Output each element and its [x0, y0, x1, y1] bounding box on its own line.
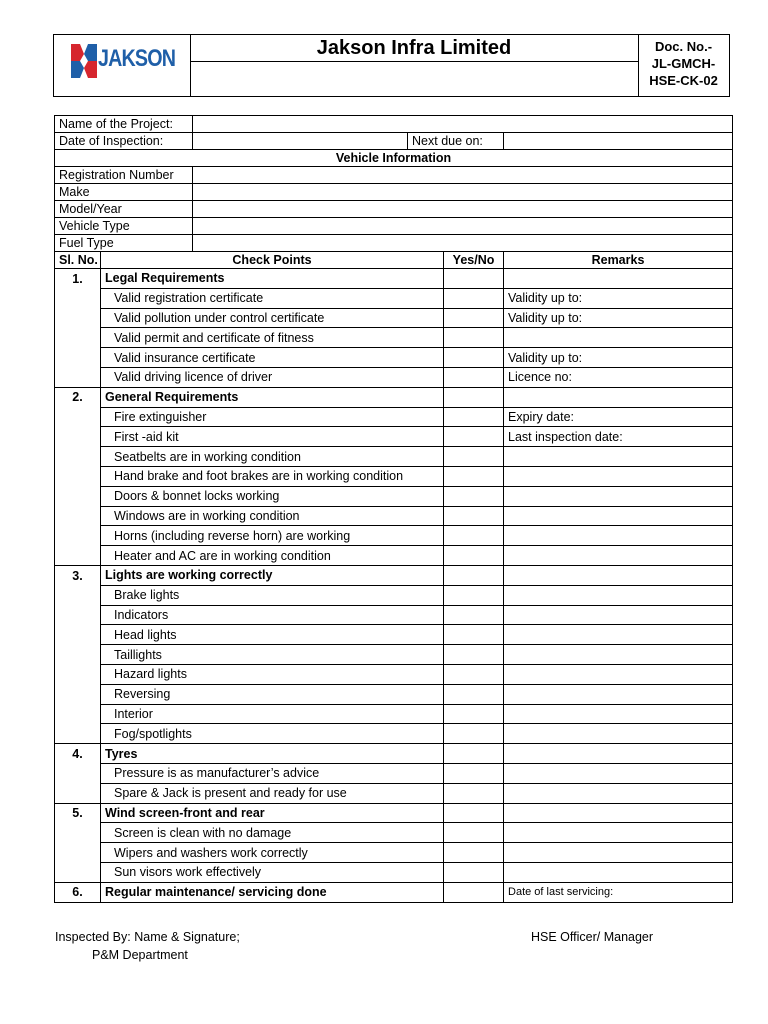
yesno-cell[interactable] — [444, 664, 504, 684]
remarks-cell[interactable] — [504, 823, 733, 843]
section-title: Tyres — [101, 744, 444, 764]
remarks-cell[interactable]: Date of last servicing: — [504, 882, 733, 902]
section-number-spacer — [55, 328, 101, 348]
yesno-cell[interactable] — [444, 367, 504, 387]
check-point: Valid pollution under control certificate — [101, 308, 444, 328]
section-number: 1. — [55, 269, 101, 289]
doc-no-label: Doc. No.- — [654, 39, 713, 54]
check-point: Hand brake and foot brakes are in working condition — [101, 466, 444, 486]
inspection-date-label: Date of Inspection: — [55, 133, 193, 150]
doc-no-line2: JL-GMCH- — [651, 56, 716, 71]
remarks-cell[interactable] — [504, 783, 733, 803]
check-point: Sun visors work effectively — [101, 862, 444, 882]
section-number-spacer — [55, 447, 101, 467]
remarks-cell[interactable] — [504, 605, 733, 625]
remarks-cell[interactable] — [504, 526, 733, 546]
section-number: 4. — [55, 744, 101, 764]
yesno-cell[interactable] — [444, 625, 504, 645]
check-point: Pressure is as manufacturer’s advice — [101, 763, 444, 783]
yesno-cell[interactable] — [444, 882, 504, 902]
check-point: Head lights — [101, 625, 444, 645]
section-number-spacer — [55, 585, 101, 605]
check-point: Seatbelts are in working condition — [101, 447, 444, 467]
check-point: Reversing — [101, 684, 444, 704]
title-cell — [190, 35, 639, 96]
check-point: Doors & bonnet locks working — [101, 486, 444, 506]
vehicle-field-label: Vehicle Type — [55, 218, 193, 235]
col-header-yesno: Yes/No — [444, 252, 504, 269]
section-number-spacer — [55, 308, 101, 328]
section-number-spacer — [55, 407, 101, 427]
yesno-cell[interactable] — [444, 565, 504, 585]
yesno-cell[interactable] — [444, 605, 504, 625]
section-number-spacer — [55, 466, 101, 486]
yesno-cell[interactable] — [444, 783, 504, 803]
section-number-spacer — [55, 427, 101, 447]
yesno-cell[interactable] — [444, 447, 504, 467]
department-label: P&M Department — [92, 948, 188, 962]
yesno-cell[interactable] — [444, 763, 504, 783]
section-number-spacer — [55, 724, 101, 744]
check-point: Hazard lights — [101, 664, 444, 684]
next-due-field[interactable] — [504, 133, 733, 150]
yesno-cell[interactable] — [444, 328, 504, 348]
section-number-spacer — [55, 486, 101, 506]
check-point: Fire extinguisher — [101, 407, 444, 427]
section-number: 2. — [55, 387, 101, 407]
yesno-cell[interactable] — [444, 407, 504, 427]
vehicle-field-label: Make — [55, 184, 193, 201]
inspection-checklist-table — [54, 115, 733, 903]
check-point: Valid permit and certificate of fitness — [101, 328, 444, 348]
remarks-cell[interactable] — [504, 684, 733, 704]
check-point: Screen is clean with no damage — [101, 823, 444, 843]
section-title: Regular maintenance/ servicing done — [101, 882, 444, 902]
remarks-cell[interactable]: Validity up to: — [504, 348, 733, 368]
section-number-spacer — [55, 862, 101, 882]
remarks-cell[interactable] — [504, 744, 733, 764]
check-point: Interior — [101, 704, 444, 724]
yesno-cell[interactable] — [444, 744, 504, 764]
remarks-cell[interactable] — [504, 862, 733, 882]
logo-cell — [54, 35, 191, 96]
yesno-cell[interactable] — [444, 308, 504, 328]
remarks-cell[interactable]: Last inspection date: — [504, 427, 733, 447]
section-number-spacer — [55, 367, 101, 387]
check-point: Indicators — [101, 605, 444, 625]
yesno-cell[interactable] — [444, 269, 504, 289]
remarks-cell[interactable] — [504, 565, 733, 585]
section-number-spacer — [55, 546, 101, 566]
col-header-remarks: Remarks — [504, 252, 733, 269]
section-title: Legal Requirements — [101, 269, 444, 289]
remarks-cell[interactable] — [504, 664, 733, 684]
vehicle-info-title: Vehicle Information — [55, 150, 733, 167]
check-point: Valid registration certificate — [101, 288, 444, 308]
section-number-spacer — [55, 783, 101, 803]
remarks-cell[interactable] — [504, 269, 733, 289]
yesno-cell[interactable] — [444, 466, 504, 486]
remarks-cell[interactable] — [504, 803, 733, 823]
doc-no-line3: HSE-CK-02 — [649, 73, 718, 88]
section-number-spacer — [55, 763, 101, 783]
check-point: Windows are in working condition — [101, 506, 444, 526]
jakson-logo-icon — [71, 44, 97, 78]
section-number: 5. — [55, 803, 101, 823]
remarks-cell[interactable] — [504, 763, 733, 783]
check-point: Fog/spotlights — [101, 724, 444, 744]
next-due-label: Next due on: — [408, 133, 504, 150]
remarks-cell[interactable]: Validity up to: — [504, 308, 733, 328]
yesno-cell[interactable] — [444, 843, 504, 863]
remarks-cell[interactable] — [504, 704, 733, 724]
yesno-cell[interactable] — [444, 526, 504, 546]
section-number-spacer — [55, 684, 101, 704]
section-number-spacer — [55, 704, 101, 724]
section-title: Lights are working correctly — [101, 565, 444, 585]
section-number-spacer — [55, 605, 101, 625]
remarks-cell[interactable]: Expiry date: — [504, 407, 733, 427]
check-point: Heater and AC are in working condition — [101, 546, 444, 566]
section-number-spacer — [55, 664, 101, 684]
check-point: Wipers and washers work correctly — [101, 843, 444, 863]
check-point: Horns (including reverse horn) are working — [101, 526, 444, 546]
yesno-cell[interactable] — [444, 546, 504, 566]
remarks-cell[interactable] — [504, 585, 733, 605]
remarks-cell[interactable] — [504, 447, 733, 467]
vehicle-field-value[interactable] — [193, 167, 733, 184]
col-header-check: Check Points — [101, 252, 444, 269]
remarks-cell[interactable] — [504, 506, 733, 526]
vehicle-field-value[interactable] — [193, 218, 733, 235]
check-point: Spare & Jack is present and ready for use — [101, 783, 444, 803]
section-number-spacer — [55, 506, 101, 526]
check-point: Valid driving licence of driver — [101, 367, 444, 387]
section-number-spacer — [55, 625, 101, 645]
yesno-cell[interactable] — [444, 288, 504, 308]
remarks-cell[interactable]: Licence no: — [504, 367, 733, 387]
vehicle-field-value[interactable] — [193, 235, 733, 252]
yesno-cell[interactable] — [444, 387, 504, 407]
check-point: First -aid kit — [101, 427, 444, 447]
remarks-cell[interactable] — [504, 486, 733, 506]
section-title: Wind screen-front and rear — [101, 803, 444, 823]
yesno-cell[interactable] — [444, 427, 504, 447]
section-number: 3. — [55, 565, 101, 585]
remarks-cell[interactable] — [504, 625, 733, 645]
vehicle-field-value[interactable] — [193, 201, 733, 218]
remarks-cell[interactable]: Validity up to: — [504, 288, 733, 308]
hse-officer-label: HSE Officer/ Manager — [531, 930, 654, 944]
inspected-by-label: Inspected By: Name & Signature; — [55, 930, 240, 944]
remarks-cell[interactable] — [504, 466, 733, 486]
project-label: Name of the Project: — [55, 116, 193, 133]
project-field[interactable] — [193, 116, 733, 133]
vehicle-field-label: Model/Year — [55, 201, 193, 218]
yesno-cell[interactable] — [444, 348, 504, 368]
yesno-cell[interactable] — [444, 585, 504, 605]
col-header-sl: Sl. No. — [55, 252, 101, 269]
yesno-cell[interactable] — [444, 486, 504, 506]
remarks-cell[interactable] — [504, 843, 733, 863]
section-title: General Requirements — [101, 387, 444, 407]
section-number-spacer — [55, 645, 101, 665]
yesno-cell[interactable] — [444, 645, 504, 665]
inspection-date-field[interactable] — [193, 133, 408, 150]
yesno-cell[interactable] — [444, 506, 504, 526]
remarks-cell[interactable] — [504, 546, 733, 566]
remarks-cell[interactable] — [504, 328, 733, 348]
section-number-spacer — [55, 526, 101, 546]
section-number-spacer — [55, 348, 101, 368]
document-header — [53, 34, 730, 97]
company-title: Jakson Infra Limited — [190, 35, 638, 62]
check-point: Brake lights — [101, 585, 444, 605]
vehicle-field-label: Registration Number — [55, 167, 193, 184]
section-number: 6. — [55, 882, 101, 902]
remarks-cell[interactable] — [504, 645, 733, 665]
doc-number — [638, 35, 729, 96]
section-number-spacer — [55, 843, 101, 863]
check-point: Taillights — [101, 645, 444, 665]
check-point: Valid insurance certificate — [101, 348, 444, 368]
yesno-cell[interactable] — [444, 823, 504, 843]
yesno-cell[interactable] — [444, 684, 504, 704]
vehicle-field-label: Fuel Type — [55, 235, 193, 252]
section-number-spacer — [55, 288, 101, 308]
vehicle-field-value[interactable] — [193, 184, 733, 201]
remarks-cell[interactable] — [504, 724, 733, 744]
logo-wordmark: JAKSON — [98, 45, 176, 72]
remarks-cell[interactable] — [504, 387, 733, 407]
yesno-cell[interactable] — [444, 862, 504, 882]
yesno-cell[interactable] — [444, 803, 504, 823]
section-number-spacer — [55, 823, 101, 843]
yesno-cell[interactable] — [444, 724, 504, 744]
yesno-cell[interactable] — [444, 704, 504, 724]
